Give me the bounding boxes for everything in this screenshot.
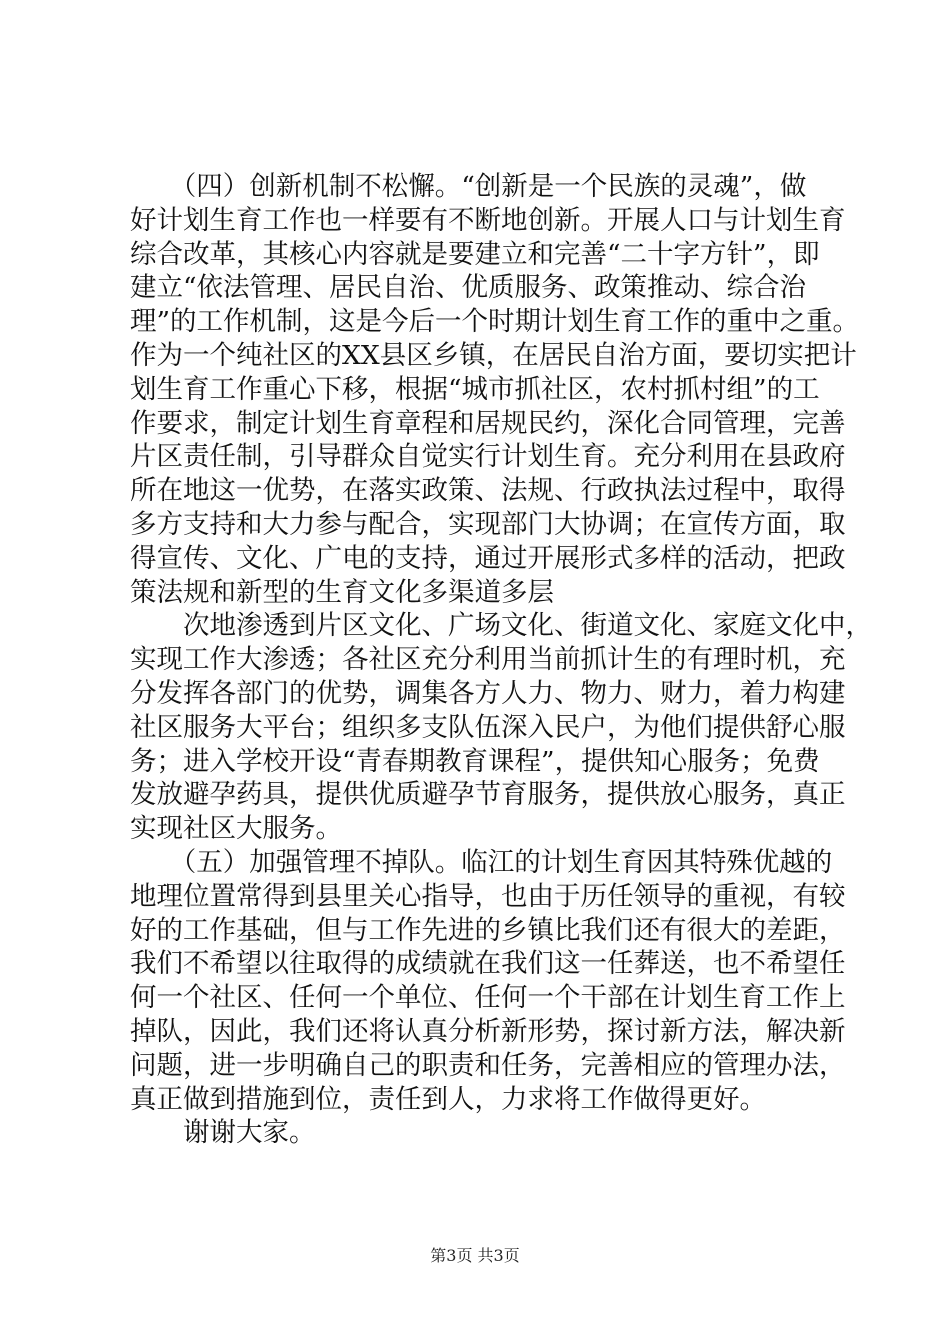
text-line: 次地渗透到片区文化、广场文化、街道文化、家庭文化中， <box>130 610 872 642</box>
text-line: 实现社区大服务。 <box>130 813 342 845</box>
text-line: 我们不希望以往取得的成绩就在我们这一任葬送，也不希望任 <box>130 948 846 980</box>
text-line: 务；进入学校开设“青春期教育课程”，提供知心服务；免费 <box>130 745 820 777</box>
text-line: 真正做到措施到位，责任到人，力求将工作做得更好。 <box>130 1083 766 1115</box>
text-line: 得宣传、文化、广电的支持，通过开展形式多样的活动，把政 <box>130 542 846 574</box>
text-line: 掉队，因此，我们还将认真分析新形势，探讨新方法，解决新 <box>130 1015 846 1047</box>
text-line: 作要求，制定计划生育章程和居规民约，深化合同管理，完善 <box>130 407 846 439</box>
text-line: 所在地这一优势，在落实政策、法规、行政执法过程中，取得 <box>130 475 846 507</box>
text-line: 好计划生育工作也一样要有不断地创新。开展人口与计划生育 <box>130 204 846 236</box>
text-line: 发放避孕药具，提供优质避孕节育服务，提供放心服务，真正 <box>130 779 846 811</box>
text-line: 理”的工作机制，这是今后一个时期计划生育工作的重中之重。 <box>130 306 860 338</box>
text-line: 社区服务大平台；组织多支队伍深入民户，为他们提供舒心服 <box>130 711 846 743</box>
text-line: 策法规和新型的生育文化多渠道多层 <box>130 576 554 608</box>
text-line: 多方支持和大力参与配合，实现部门大协调；在宣传方面，取 <box>130 508 846 540</box>
text-line: （四）创新机制不松懈。“创新是一个民族的灵魂”，做 <box>130 171 807 202</box>
text-line: 建立“依法管理、居民自治、优质服务、政策推动、综合治 <box>130 272 807 304</box>
text-line: 何一个社区、任何一个单位、任何一个干部在计划生育工作上 <box>130 982 846 1014</box>
text-line: 问题，进一步明确自己的职责和任务，完善相应的管理办法， <box>130 1049 846 1081</box>
body-text <box>130 170 872 1150</box>
text-line: 划生育工作重心下移，根据“城市抓社区，农村抓村组”的工 <box>130 373 820 405</box>
text-line: 地理位置常得到县里关心指导，也由于历任领导的重视，有较 <box>130 880 846 912</box>
text-line: 实现工作大渗透；各社区充分利用当前抓计生的有理时机，充 <box>130 644 846 676</box>
text-line: 分发挥各部门的优势，调集各方人力、物力、财力，着力构建 <box>130 677 846 709</box>
text-line: 谢谢大家。 <box>130 1117 316 1149</box>
text-line: 作为一个纯社区的XX县区乡镇，在居民自治方面，要切实把计 <box>130 339 857 371</box>
text-line: 好的工作基础，但与工作先进的乡镇比我们还有很大的差距， <box>130 914 846 946</box>
text-line: （五）加强管理不掉队。临江的计划生育因其特殊优越的 <box>130 846 833 878</box>
text-line: 片区责任制，引导群众自觉实行计划生育。充分利用在县政府 <box>130 441 846 473</box>
text-line: 综合改革，其核心内容就是要建立和完善“二十字方针”，即 <box>130 238 820 270</box>
page-number-footer: 第3页 共3页 <box>430 1246 520 1265</box>
